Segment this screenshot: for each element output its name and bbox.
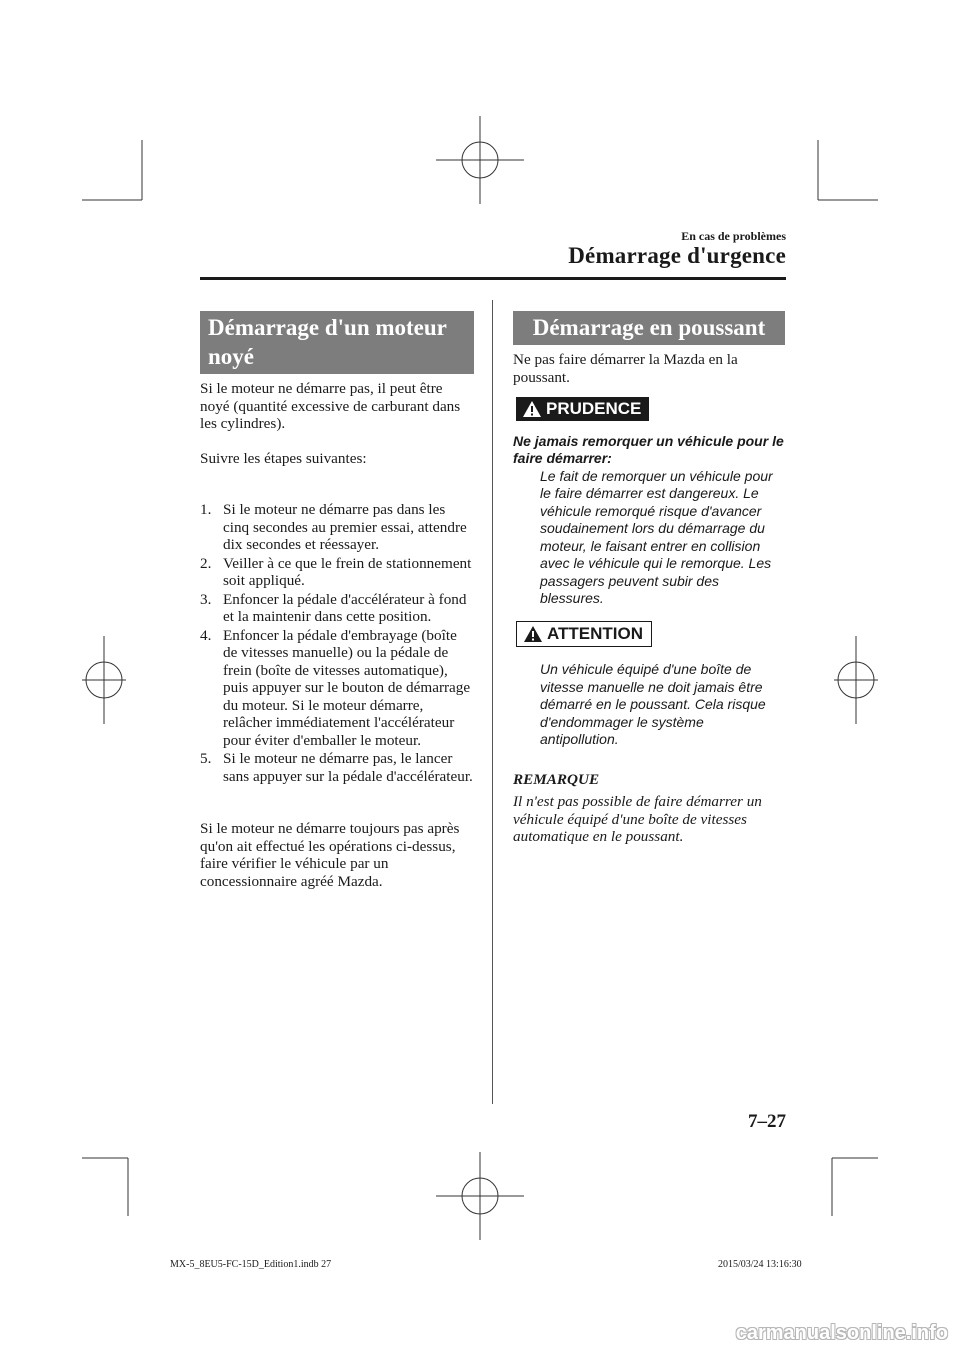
attention-body: Un véhicule équipé d'une boîte de vitesse manuelle ne doit jamais être démarré en le poussant. Cela risque d'endommager le système antipollution. [540,661,766,747]
header-rule [200,277,786,280]
warning-icon [523,625,543,643]
header-section: En cas de problèmes [681,229,786,243]
watermark: carmanualsonline.info [735,1322,948,1344]
header-title: Démarrage d'urgence [568,243,786,268]
left-intro: Si le moteur ne démarre pas, il peut être noyé (quantité excessive de carburant dans les cylindres). [200,380,461,432]
left-closing: Si le moteur ne démarre toujours pas après qu'on ait effectué les opérations ci-dessus, faire vérifier le véhicule par un concessionnaire agréé Mazda. [200,820,460,890]
step-item: 4. Enfoncer la pédale d'embrayage (boîte de vitesses manuelle) ou la pédale de frein (boîte de vitesses automatique), puis appuyer sur le bouton de démarrage du moteur. Si le moteur démarre, relâcher immédiatement l'accélérateur pour éviter d'emballer le moteur. [200,626,471,749]
step-item: 5. Si le moteur ne démarre pas, le lancer sans appuyer sur la pédale d'accélérateur. [200,750,473,785]
page-number: 7–27 [748,1111,786,1132]
warning-icon [522,400,542,418]
section-heading-flooded-engine: Démarrage d'un moteur noyé [200,311,474,374]
prudence-title: Ne jamais remorquer un véhicule pour le faire démarrer: [513,432,784,466]
remarque-title: REMARQUE [513,770,600,788]
step-item: 3. Enfoncer la pédale d'accélérateur à fond et la maintenir dans cette position. [200,590,467,625]
step-item: 2. Veiller à ce que le frein de stationnement soit appliqué. [200,554,472,589]
footer-file: MX-5_8EU5-FC-15D_Edition1.indb 27 [170,1259,332,1270]
step-item: 1. Si le moteur ne démarre pas dans les cinq secondes au premier essai, attendre dix secondes et réessayer. [200,501,467,553]
prudence-body: Le fait de remorquer un véhicule pour le faire démarrer est dangereux. Le véhicule remorqué risque d'avancer soudainement lors du démarrage du moteur, le faisant entrer en collision avec le véhicule qui le remorque. Les passagers peuvent subir des blessures. [540,467,773,606]
column-divider [492,300,493,1104]
prudence-badge: PRUDENCE [516,397,649,421]
section-heading-push-start: Démarrage en poussant [513,311,785,345]
footer-timestamp: 2015/03/24 13:16:30 [718,1259,802,1270]
left-lead: Suivre les étapes suivantes: [200,449,367,467]
remarque-body: Il n'est pas possible de faire démarrer un véhicule équipé d'une boîte de vitesses automatique en le poussant. [513,793,762,845]
right-intro: Ne pas faire démarrer la Mazda en la poussant. [513,351,738,386]
right-column [513,311,785,846]
steps-list [200,501,474,785]
attention-badge: ATTENTION [516,621,652,647]
left-column [200,311,474,890]
